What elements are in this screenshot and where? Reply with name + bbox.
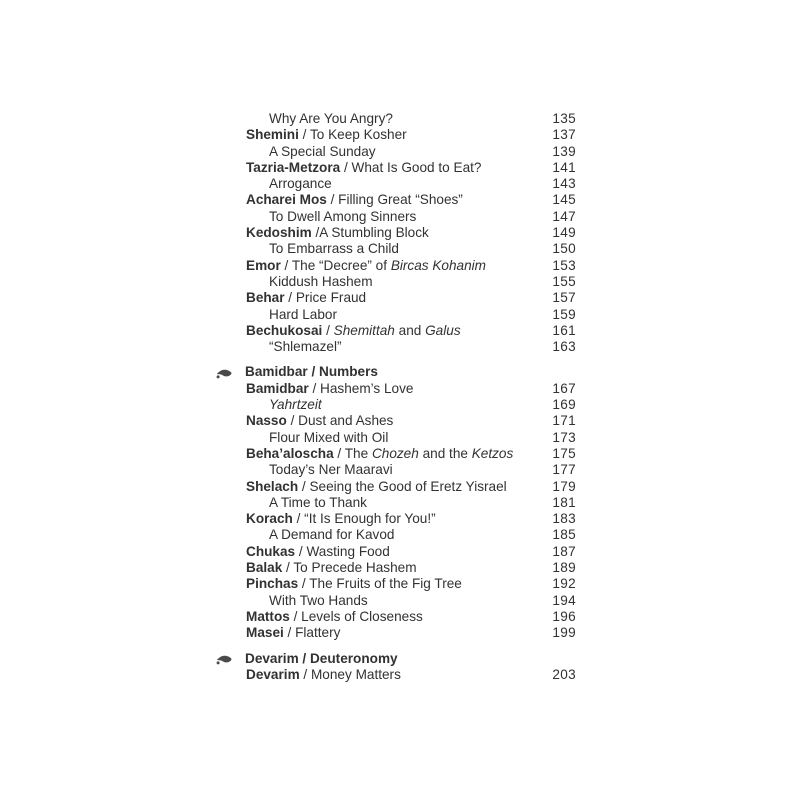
- toc-row: [212, 397, 576, 413]
- toc-text-segment: Korach: [246, 511, 293, 527]
- toc-entry-title: [212, 241, 399, 257]
- toc-row: [212, 462, 576, 478]
- toc-row: [212, 609, 576, 625]
- toc-text-segment: Chozeh: [371, 445, 419, 461]
- toc-entry-title: [212, 609, 423, 625]
- toc-text-segment: / Levels of Closeness: [289, 608, 423, 624]
- toc-page-number: 147: [552, 208, 576, 224]
- toc-page-number: 196: [552, 608, 576, 624]
- toc-text-segment: / Dust and Ashes: [286, 413, 394, 429]
- toc-entry-title: [212, 527, 394, 543]
- toc-row: [212, 560, 576, 576]
- toc-row: [212, 127, 576, 143]
- toc-entry-title: [212, 307, 337, 323]
- toc-page-number: 185: [552, 527, 576, 543]
- toc-entry-title: [212, 511, 436, 527]
- toc-page-number: 175: [552, 445, 576, 461]
- toc-text-segment: Shemini: [246, 127, 299, 143]
- toc-row: [212, 241, 576, 257]
- toc-text-segment: / The “Decree” of: [280, 257, 391, 273]
- toc-text-segment: / Price Fraud: [284, 290, 367, 306]
- toc-entry-title: [212, 430, 388, 446]
- toc-entry-title: [212, 495, 367, 511]
- toc-page-number: 173: [552, 429, 576, 445]
- toc-entry-title: [212, 274, 373, 290]
- toc-text-segment: Pinchas: [246, 576, 299, 592]
- toc-page-number: 199: [552, 625, 576, 641]
- toc-page-number: 187: [552, 543, 576, 559]
- toc-row: [212, 381, 576, 397]
- toc-text-segment: / To Keep Kosher: [298, 127, 407, 143]
- toc-row: [212, 160, 576, 176]
- toc-text-segment: Behar: [246, 290, 285, 306]
- toc-row: [212, 144, 576, 160]
- toc-text-segment: Arrogance: [269, 176, 332, 192]
- toc-row: [212, 625, 576, 641]
- toc-text-segment: Today’s Ner Maaravi: [269, 462, 393, 478]
- toc-text-segment: / “It Is Enough for You!”: [292, 511, 436, 527]
- toc-entry-title: [212, 323, 461, 339]
- toc-entry-title: [212, 381, 413, 397]
- fleuron-icon: [216, 369, 232, 379]
- toc-text-segment: Bircas Kohanim: [390, 257, 487, 273]
- toc-page-number: 137: [552, 127, 576, 143]
- toc-page-number: 145: [552, 192, 576, 208]
- toc-entry-title: [212, 446, 513, 462]
- toc-entry-title: [212, 225, 429, 241]
- toc-entry-title: [212, 651, 398, 667]
- toc-page-number: 159: [552, 306, 576, 322]
- toc-text-segment: A Special Sunday: [269, 143, 376, 159]
- toc-page-number: 157: [552, 290, 576, 306]
- toc-row: [212, 225, 576, 241]
- toc-text-segment: Nasso: [246, 413, 287, 429]
- toc-row: [212, 593, 576, 609]
- toc-text-segment: / The: [333, 445, 372, 461]
- toc-entry-title: [212, 127, 407, 143]
- toc-entry-title: [212, 364, 378, 380]
- toc-section-header: [212, 364, 576, 380]
- toc-entry-title: [212, 209, 416, 225]
- toc-text-segment: / The Fruits of the Fig Tree: [298, 576, 462, 592]
- toc-page-number: 161: [552, 322, 576, 338]
- toc-entry-title: [212, 111, 393, 127]
- toc-page-number: 167: [552, 380, 576, 396]
- toc-row: [212, 479, 576, 495]
- toc-text-segment: Tazria-Metzora: [246, 159, 341, 175]
- toc-entry-title: [212, 560, 417, 576]
- toc-text-segment: Mattos: [246, 608, 290, 624]
- toc-row: [212, 527, 576, 543]
- toc-entry-title: [212, 625, 340, 641]
- toc-row: [212, 495, 576, 511]
- toc-page-number: 189: [552, 560, 576, 576]
- toc-row: [212, 667, 576, 683]
- toc-row: [212, 258, 576, 274]
- toc-page-number: 203: [552, 666, 576, 682]
- toc-page-number: 163: [552, 339, 576, 355]
- fleuron-icon: [216, 655, 232, 665]
- toc-text-segment: Why Are You Angry?: [269, 111, 393, 126]
- toc-entry-title: [212, 160, 481, 176]
- toc-text-segment: Bamidbar: [246, 380, 309, 396]
- toc-row: [212, 290, 576, 306]
- toc-entry-title: [212, 144, 376, 160]
- toc-entry-title: [212, 192, 463, 208]
- toc-row: [212, 307, 576, 323]
- toc-text-segment: /A Stumbling Block: [311, 225, 429, 241]
- toc-text-segment: and: [394, 322, 426, 338]
- toc-text-segment: Ketzos: [471, 445, 514, 461]
- toc-text-segment: Kiddush Hashem: [269, 273, 373, 289]
- toc-entry-title: [212, 462, 393, 478]
- toc-text-segment: Beha’aloscha: [246, 445, 334, 461]
- toc-page-number: 149: [552, 225, 576, 241]
- toc-entry-title: [212, 576, 462, 592]
- toc-text-segment: / Filling Great “Shoes”: [326, 192, 463, 208]
- toc-text-segment: “Shlemazel”: [269, 339, 342, 355]
- toc-page-number: 153: [552, 257, 576, 273]
- toc-row: [212, 446, 576, 462]
- toc-text-segment: Flour Mixed with Oil: [269, 429, 389, 445]
- toc-entry-title: [212, 339, 342, 355]
- toc-list: [212, 111, 576, 683]
- toc-text-segment: Emor: [246, 257, 281, 273]
- toc-entry-title: [212, 479, 507, 495]
- toc-text-segment: Kedoshim: [246, 225, 312, 241]
- toc-entry-title: [212, 593, 368, 609]
- toc-text-segment: Hard Labor: [269, 306, 338, 322]
- toc-page-number: 155: [552, 273, 576, 289]
- toc-page-number: 150: [552, 241, 576, 257]
- toc-text-segment: With Two Hands: [269, 592, 368, 608]
- toc-entry-title: [212, 258, 486, 274]
- toc-text-segment: / Hashem’s Love: [308, 380, 414, 396]
- toc-text-segment: Masei: [246, 625, 284, 641]
- toc-page-number: 169: [552, 397, 576, 413]
- toc-row: [212, 511, 576, 527]
- toc-row: [212, 544, 576, 560]
- toc-text-segment: Shelach: [246, 478, 299, 494]
- toc-entry-title: [212, 397, 322, 413]
- toc-entry-title: [212, 544, 390, 560]
- toc-row: [212, 274, 576, 290]
- toc-row: [212, 192, 576, 208]
- toc-text-segment: / Seeing the Good of Eretz Yisrael: [298, 478, 507, 494]
- toc-page-number: 192: [552, 576, 576, 592]
- toc-text-segment: To Embarrass a Child: [269, 241, 399, 257]
- toc-text-segment: Devarim: [246, 666, 300, 682]
- toc-page-number: 135: [552, 111, 576, 126]
- toc-page-number: 141: [552, 159, 576, 175]
- toc-entry-title: [212, 290, 366, 306]
- toc-text-segment: Bechukosai: [246, 322, 323, 338]
- toc-entry-title: [212, 176, 332, 192]
- toc-text-segment: A Time to Thank: [269, 494, 367, 510]
- toc-entry-title: [212, 667, 401, 683]
- toc-text-segment: Devarim / Deuteronomy: [245, 650, 398, 666]
- toc-text-segment: Galus: [425, 322, 461, 338]
- toc-page-number: 183: [552, 511, 576, 527]
- toc-page-number: 194: [552, 592, 576, 608]
- toc-text-segment: / Wasting Food: [295, 543, 390, 559]
- toc-page-number: 181: [552, 494, 576, 510]
- toc-row: [212, 413, 576, 429]
- toc-row: [212, 111, 576, 127]
- toc-text-segment: Chukas: [246, 543, 296, 559]
- toc-row: [212, 576, 576, 592]
- toc-text-segment: Balak: [246, 560, 283, 576]
- toc-text-segment: Bamidbar / Numbers: [245, 364, 378, 380]
- toc-entry-title: [212, 413, 393, 429]
- toc-text-segment: Acharei Mos: [246, 192, 327, 208]
- toc-text-segment: A Demand for Kavod: [269, 527, 395, 543]
- toc-text-segment: Shemittah: [333, 322, 395, 338]
- toc-page-number: 143: [552, 176, 576, 192]
- toc-text-segment: To Dwell Among Sinners: [269, 208, 417, 224]
- toc-row: [212, 323, 576, 339]
- toc-text-segment: / Money Matters: [299, 666, 401, 682]
- toc-page-number: 179: [552, 478, 576, 494]
- toc-row: [212, 430, 576, 446]
- toc-section-header: [212, 651, 576, 667]
- toc-text-segment: Yahrtzeit: [269, 397, 322, 413]
- toc-row: [212, 339, 576, 355]
- toc-page-number: 171: [552, 413, 576, 429]
- toc-row: [212, 209, 576, 225]
- toc-page-number: 139: [552, 143, 576, 159]
- toc-text-segment: / What Is Good to Eat?: [340, 159, 482, 175]
- toc-text-segment: /: [322, 322, 334, 338]
- toc-text-segment: / Flattery: [283, 625, 341, 641]
- toc-row: [212, 176, 576, 192]
- toc-text-segment: and the: [418, 445, 472, 461]
- toc-page-number: 177: [552, 462, 576, 478]
- toc-text-segment: / To Precede Hashem: [282, 560, 417, 576]
